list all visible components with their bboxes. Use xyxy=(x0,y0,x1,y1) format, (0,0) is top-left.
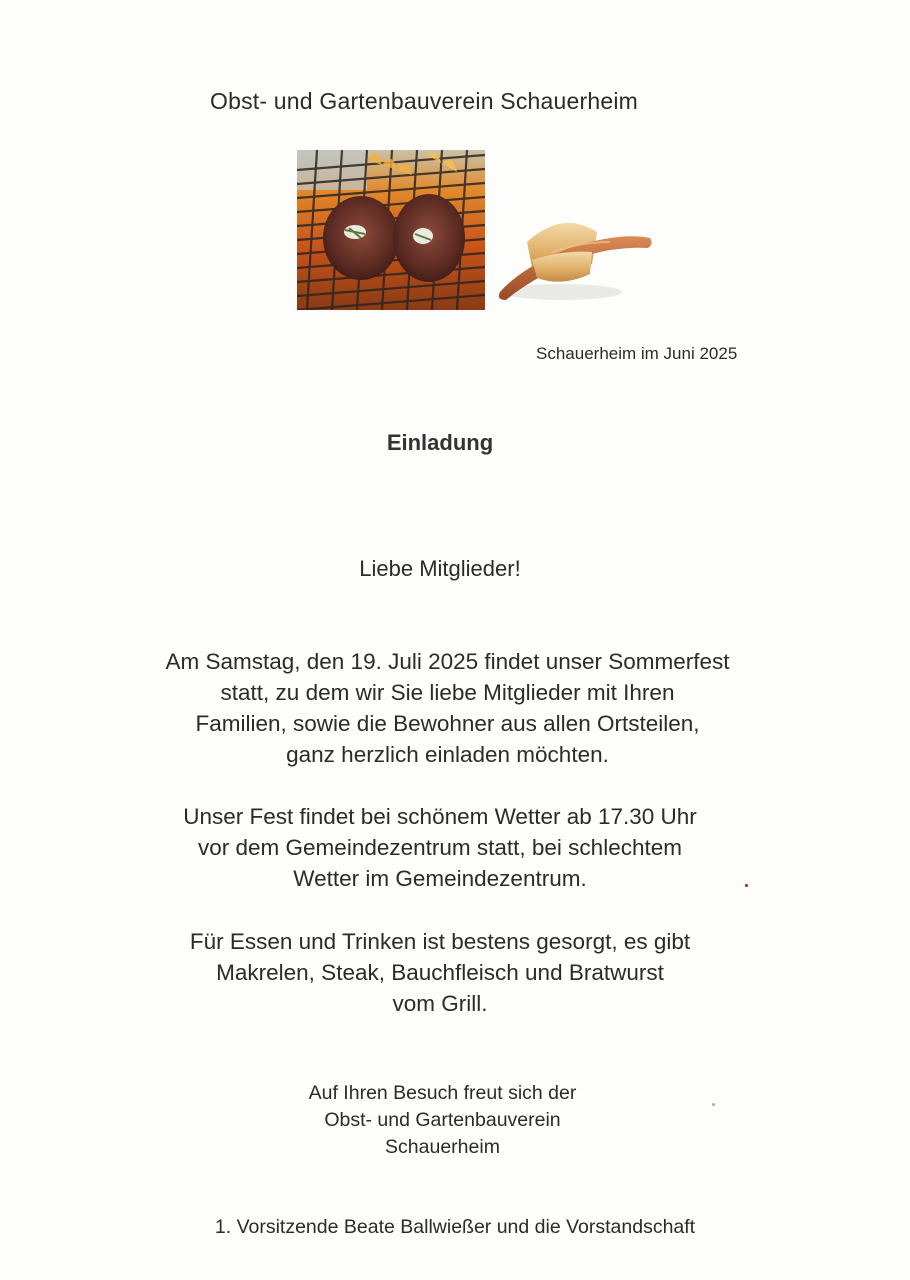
text-line: ganz herzlich einladen möchten. xyxy=(286,742,609,767)
text-line: vor dem Gemeindezentrum statt, bei schlechtem xyxy=(198,835,682,860)
text-line: Wetter im Gemeindezentrum. xyxy=(293,866,587,891)
organization-title: Obst- und Gartenbauverein Schauerheim xyxy=(209,88,639,114)
signature-line: 1. Vorsitzende Beate Ballwießer und die Vorstandschaft xyxy=(214,1216,696,1238)
scan-speck xyxy=(712,1103,715,1106)
text-line: Unser Fest findet bei schönem Wetter ab 17.30 Uhr xyxy=(183,804,697,829)
text-line: Obst- und Gartenbauverein xyxy=(324,1109,561,1131)
text-line: Auf Ihren Besuch freut sich der xyxy=(308,1082,577,1104)
paragraph-food xyxy=(100,926,780,1019)
text-line: Familien, sowie die Bewohner aus allen Ortsteilen, xyxy=(195,711,700,736)
bratwurst-in-roll-photo xyxy=(492,212,660,307)
closing xyxy=(250,1080,635,1161)
text-line: Für Essen und Trinken ist bestens gesorgt, es gibt xyxy=(189,929,691,954)
text-line: Schauerheim xyxy=(385,1136,500,1158)
paragraph-event-date xyxy=(95,646,800,770)
salutation: Liebe Mitglieder! xyxy=(359,556,521,581)
red-dot-mark xyxy=(745,884,748,887)
date-line: Schauerheim im Juni 2025 xyxy=(536,344,738,363)
text-line: vom Grill. xyxy=(392,991,488,1016)
text-line: Makrelen, Steak, Bauchfleisch und Bratwurst xyxy=(216,960,664,985)
text-line: Am Samstag, den 19. Juli 2025 findet unser Sommerfest xyxy=(165,649,730,674)
invitation-heading: Einladung xyxy=(386,430,494,455)
paragraph-location xyxy=(100,801,780,894)
grill-steaks-photo xyxy=(297,150,485,310)
text-line: statt, zu dem wir Sie liebe Mitglieder mit Ihren xyxy=(220,680,675,705)
